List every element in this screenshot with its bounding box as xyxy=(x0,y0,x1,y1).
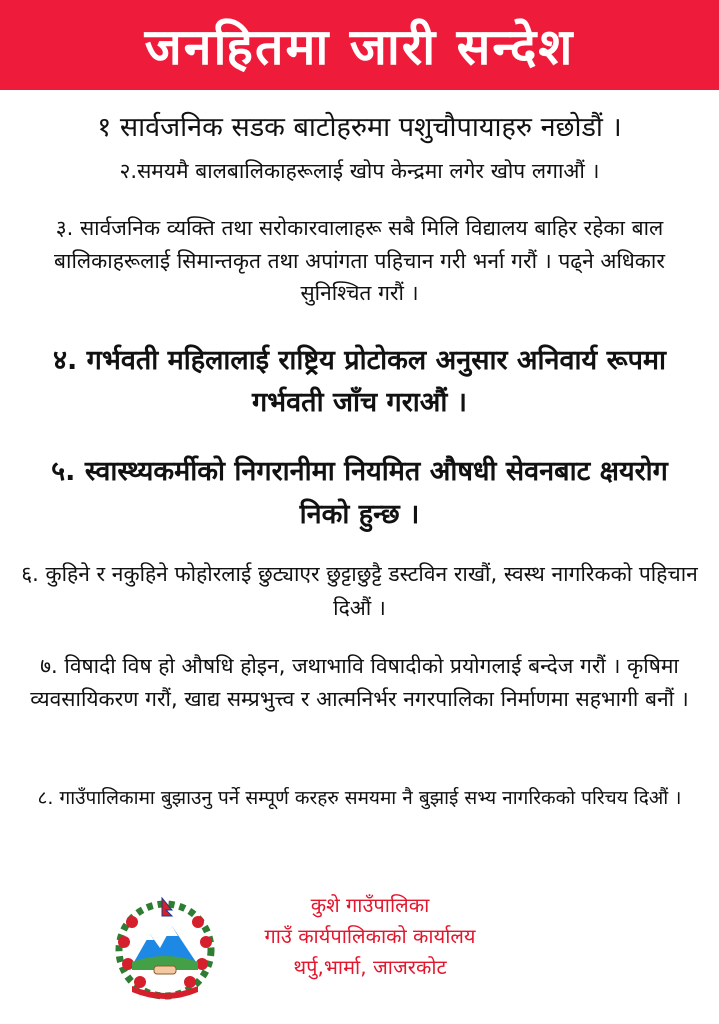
notice-1: १ सार्वजनिक सडक बाटोहरुमा पशुचौपायाहरु नछोडौं । xyxy=(97,112,622,143)
notice-8: ८. गाउँपालिकामा बुझाउनु पर्ने सम्पूर्ण करहरु समयमा नै बुझाई सभ्य नागरिकको परिचय दिऔं । xyxy=(37,787,682,809)
title-banner xyxy=(0,0,719,90)
notice-3: ३. सार्वजनिक व्यक्ति तथा सरोकारवालाहरू सबै मिलि विद्यालय बाहिर रहेका बाल बालिकाहरूलाई सिमान्तकृत तथा अपांगता पहिचान गरी भर्ना गरौं । पढ्ने अधिकार सुनिश्चित गरौं । xyxy=(54,216,665,306)
office-address: थर्पु,भार्मा, जाजरकोट xyxy=(293,955,447,979)
notice-5: ५. स्वास्थ्यकर्मीको निगरानीमा नियमित औषधी सेवनबाट क्षयरोग निको हुन्छ । xyxy=(51,456,668,531)
nepal-government-emblem-icon xyxy=(110,892,220,1002)
office-name: गाउँ कार्यपालिकाको कार्यालय xyxy=(264,924,476,948)
issuer-block xyxy=(110,890,630,1010)
office-text xyxy=(225,890,515,983)
notice-4: ४. गर्भवती महिलालाई राष्ट्रिय प्रोटोकल अनुसार अनिवार्य रूपमा गर्भवती जाँच गराऔं । xyxy=(52,345,667,418)
notice-6: ६. कुहिने र नकुहिने फोहोरलाई छुट्याएर छुट्टाछुट्टै डस्टविन राखौं, स्वस्थ नागरिकको पहिचान दिऔं । xyxy=(21,562,698,620)
notice-2: २.समयमै बालबालिकाहरूलाई खोप केन्द्रमा लगेर खोप लगाऔं । xyxy=(119,159,600,183)
page-title: जनहितमा जारी सन्देश xyxy=(144,18,575,76)
notice-7: ७. विषादी विष हो औषधि होइन, जथाभावि विषादीको प्रयोगलाई बन्देज गरौं । कृषिमा व्यवसायिकरण गरौं, खाद्य सम्प्रभुत्त्व र आत्मनिर्भर नगरपालिका निर्माणमा सहभागी बनौं । xyxy=(30,654,689,711)
municipality-name: कुशे गाउँपालिका xyxy=(310,893,430,917)
